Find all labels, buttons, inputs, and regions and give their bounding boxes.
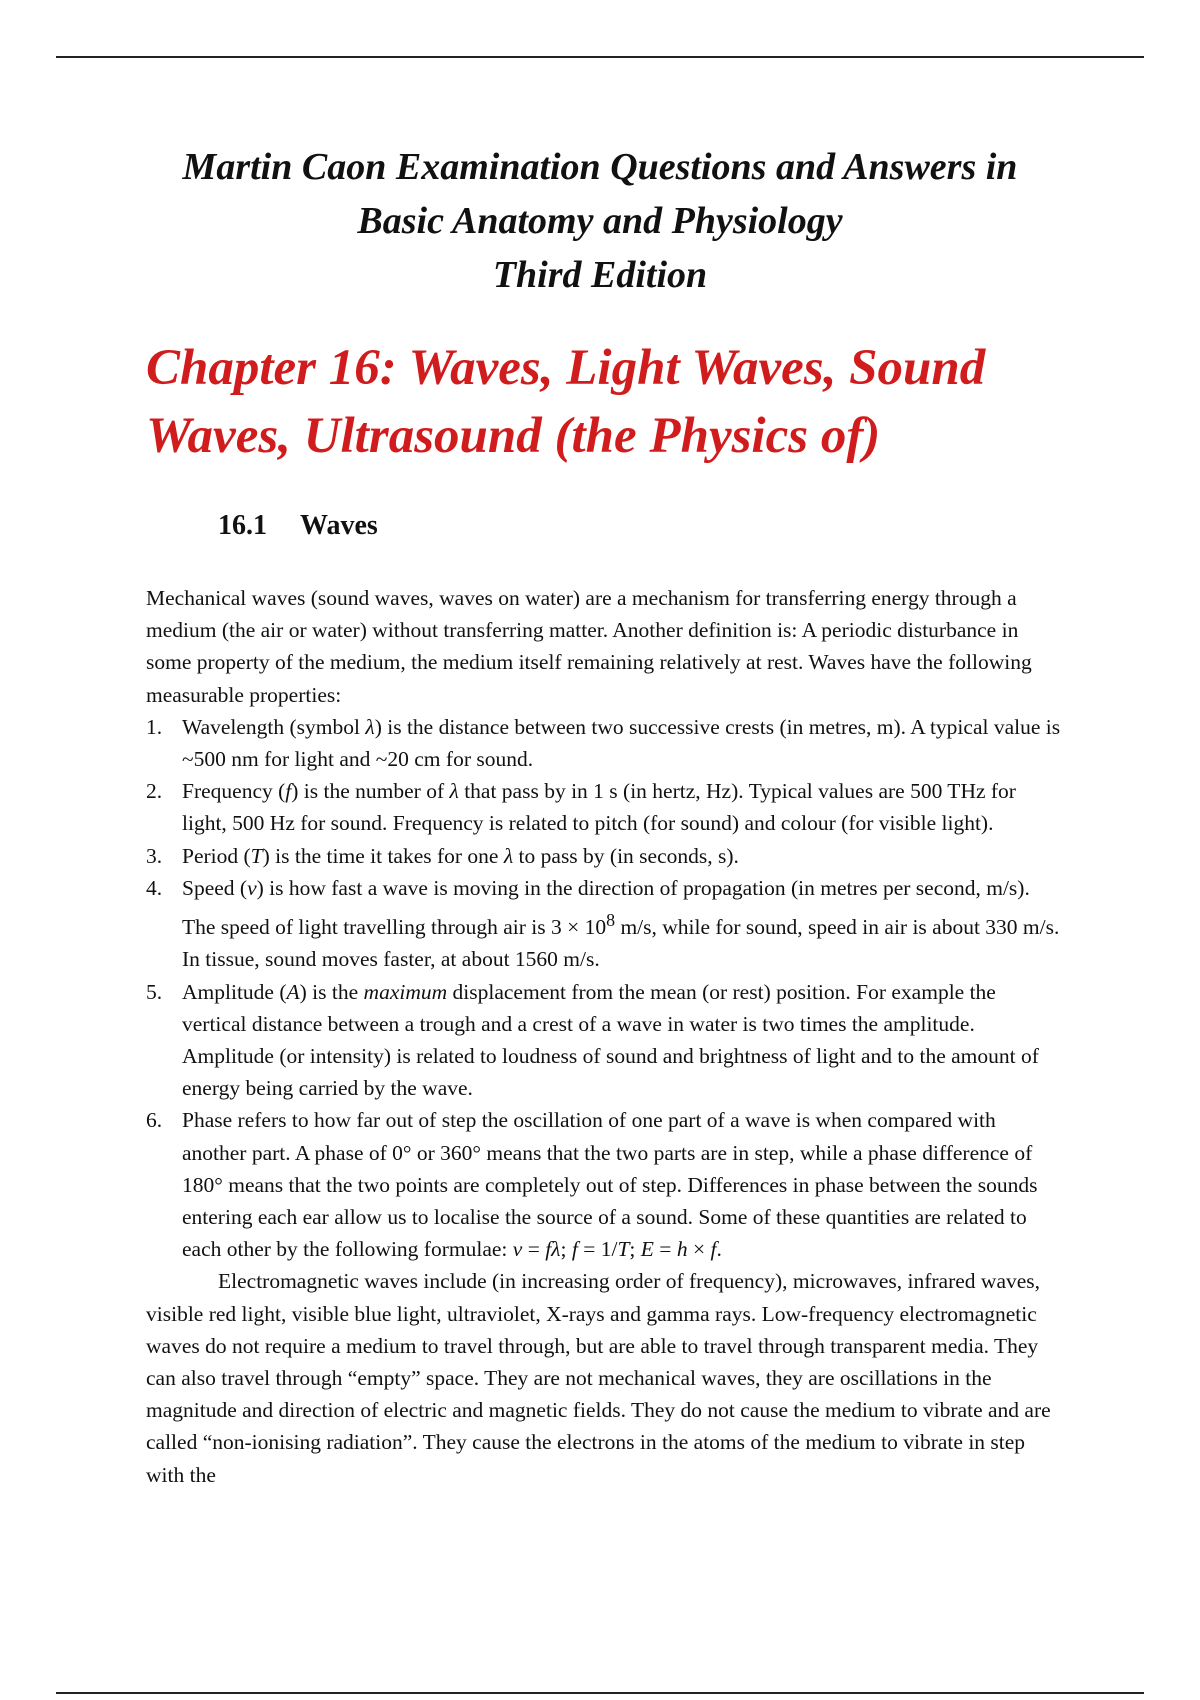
property-text: [182, 715, 1060, 771]
bottom-rule: [56, 1692, 1144, 1694]
book-title-line: Martin Caon Examination Questions and Answers in: [182, 146, 1018, 188]
em-paragraph: Electromagnetic waves include (in increasing order of frequency), microwaves, infrared waves, visible red light, visible blue light, ultraviolet, X-rays and gamma rays. Low-frequency electromagnetic waves do not require a medium to travel through, but are able to travel through transparent media. They can also travel through “empty” space. They are not mechanical waves, they are oscillations in the magnitude and direction of electric and magnetic fields. They do not cause the medium to vibrate and are called “non-ionising radiation”. They cause the electrons in the atoms of the medium to vibrate in step with the: [146, 1269, 1051, 1487]
text-fragment: T: [250, 843, 263, 868]
chapter-title: [146, 334, 1146, 470]
property-item: [146, 1104, 1061, 1265]
property-text: [182, 980, 1039, 1101]
text-fragment: = 1/: [577, 1237, 618, 1262]
property-number: 3.: [146, 843, 163, 868]
text-fragment: A: [286, 979, 300, 1004]
property-item: [146, 711, 1061, 775]
intro-paragraph: Mechanical waves (sound waves, waves on water) are a mechanism for transferring energy through a medium (the air or water) without transferring matter. Another definition is: A periodic disturbance in some property of the medium, the medium itself remaining relatively at rest. Waves have the following measurable properties:: [146, 586, 1032, 707]
text-fragment: ) is the distance between two successive crests (in metres, m). A typical value is ~500 nm for light and ~20 cm for sound.: [182, 714, 1061, 772]
text-fragment: ) is the time it takes for one: [262, 843, 504, 868]
property-item: [146, 976, 1061, 1105]
text-fragment: Phase refers to how far out of step the oscillation of one part of a wave is when compared with another part. A phase of 0° or 360° means that the two parts are in step, while a phase difference of 180° means that the two points are completely out of step. Differences in phase between the sounds entering each ear allow us to localise the source of a sound. Some of these quantities are related to each other by the following formulae:: [182, 1108, 1038, 1262]
text-fragment: Amplitude (: [182, 979, 287, 1004]
property-text: [182, 876, 1059, 972]
text-fragment: T: [617, 1237, 630, 1262]
text-fragment: f: [571, 1237, 578, 1262]
text-fragment: =: [522, 1237, 546, 1262]
text-fragment: ) is the: [299, 979, 364, 1004]
section-title: Waves: [300, 510, 378, 541]
text-fragment: Period (: [182, 843, 251, 868]
chapter-title-line: Waves, Ultrasound (the Physics of): [146, 408, 881, 464]
section-heading: [218, 508, 378, 544]
text-fragment: maximum: [363, 979, 448, 1004]
text-fragment: Speed (: [182, 875, 248, 900]
text-fragment: f: [285, 779, 292, 804]
text-fragment: h: [676, 1237, 688, 1262]
property-text: [182, 1108, 1037, 1261]
text-fragment: .: [716, 1237, 722, 1262]
section-number: 16.1: [218, 510, 267, 541]
text-fragment: m/s, while for sound, speed in air is about 330 m/s. In tissue, sound moves faster, at about 1560 m/s.: [182, 915, 1060, 972]
text-fragment: displacement from the mean (or rest) position. For example the vertical distance between a trough and a crest of a wave in water is two times the amplitude. Amplitude (or intensity) is related to loudness of sound and brightness of light and to the amount of energy being carried by the wave.: [182, 979, 1039, 1101]
property-number: 2.: [146, 779, 163, 804]
text-fragment: fλ: [545, 1237, 561, 1262]
text-fragment: that pass by in 1 s (in hertz, Hz). Typical values are 500 THz for light, 500 Hz for sound. Frequency is related to pitch (for sound) and colour (for visible light).: [182, 779, 1016, 836]
top-rule: [56, 56, 1144, 58]
text-fragment: ) is how fast a wave is moving in the direction of propagation (in metres per second, m/s). The speed of light travelling through air is 3 × 10: [182, 875, 1030, 940]
text-fragment: ×: [687, 1237, 711, 1262]
text-fragment: λ: [503, 843, 514, 868]
chapter-title-line: Chapter 16: Waves, Light Waves, Sound: [146, 340, 986, 396]
property-item: [146, 840, 1061, 872]
property-number: 6.: [146, 1108, 163, 1133]
text-fragment: λ: [449, 779, 459, 804]
text-fragment: =: [653, 1237, 677, 1262]
property-text: [182, 779, 1016, 835]
text-fragment: ;: [629, 1237, 641, 1262]
text-fragment: 8: [606, 910, 616, 931]
property-text: [182, 844, 739, 868]
book-title-line: Basic Anatomy and Physiology: [357, 200, 843, 242]
text-fragment: ) is the number of: [291, 779, 450, 804]
property-item: [146, 775, 1061, 839]
text-fragment: to pass by (in seconds, s).: [513, 843, 739, 868]
text-fragment: v: [247, 875, 257, 900]
text-fragment: Frequency (: [182, 779, 286, 804]
property-number: 5.: [146, 979, 163, 1004]
book-edition: Third Edition: [492, 254, 708, 296]
text-fragment: E: [640, 1237, 654, 1262]
text-fragment: v: [512, 1237, 523, 1262]
text-fragment: f: [710, 1237, 717, 1262]
property-item: [146, 872, 1061, 976]
body-text: [146, 582, 1061, 1491]
property-number: 1.: [146, 714, 163, 739]
text-fragment: λ: [365, 714, 375, 739]
property-number: 4.: [146, 875, 163, 900]
text-fragment: Wavelength (symbol: [182, 714, 366, 739]
wave-properties-list: [146, 711, 1061, 1266]
book-title: [100, 140, 1100, 302]
text-fragment: ;: [560, 1237, 572, 1262]
